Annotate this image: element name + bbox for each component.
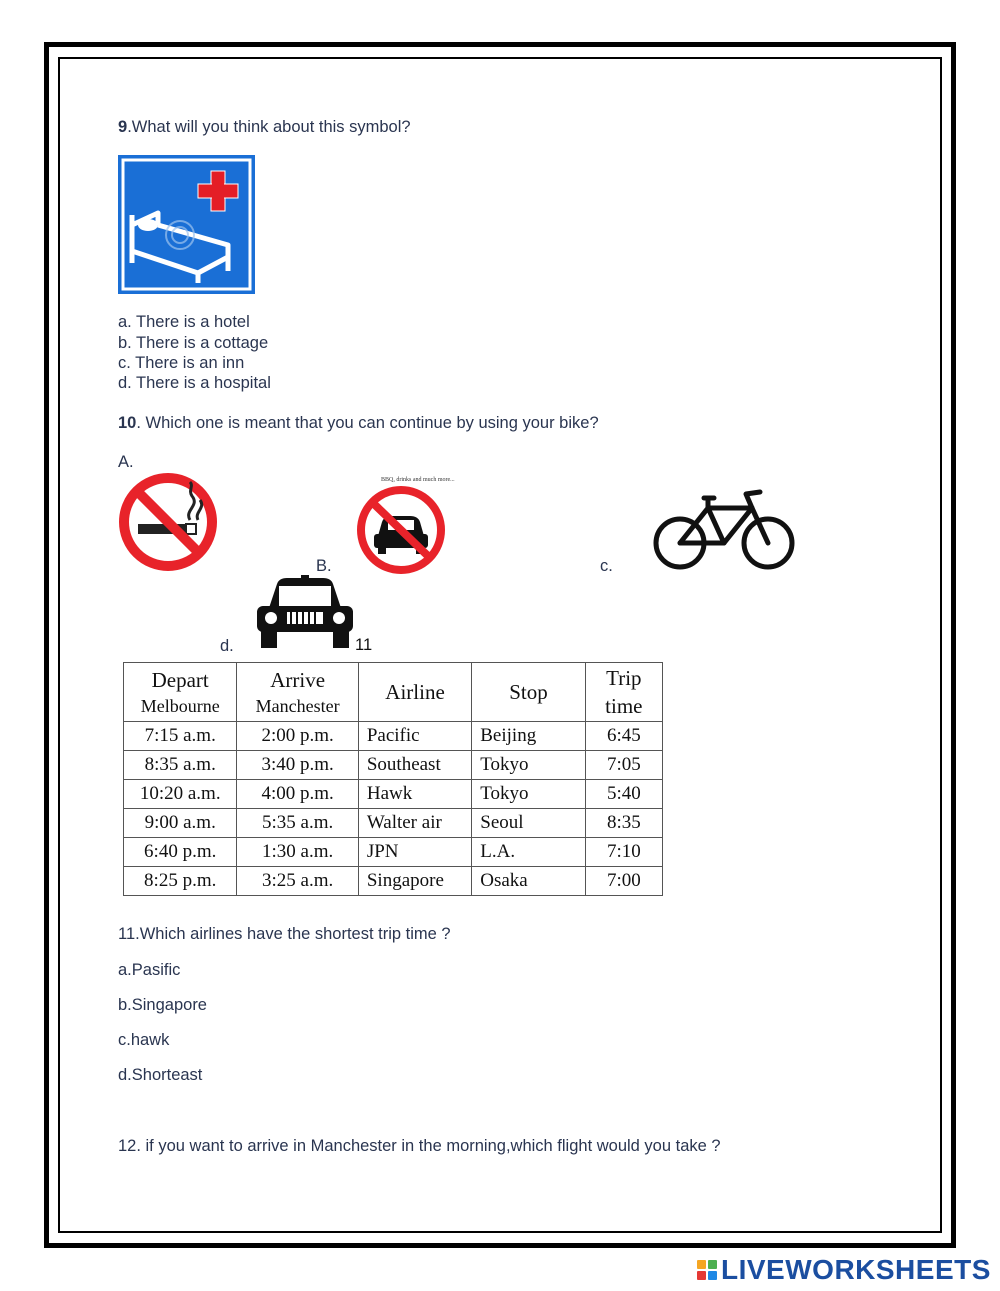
bicycle-icon[interactable] [652,488,796,574]
cell-airline: Singapore [358,867,471,896]
table-header-row [124,663,663,722]
question-11: 11.Which airlines have the shortest trip time ? [118,925,451,943]
cell-arrive: 4:00 p.m. [237,780,358,809]
no-cars-sign-icon[interactable] [354,484,448,576]
brand-name: LIVEWORKSHEETS [721,1254,991,1285]
table-row [124,838,663,867]
hotel-hospital-sign-icon [118,155,255,294]
cell-airline: JPN [358,838,471,867]
logo-blocks-icon [697,1260,717,1280]
q9-option-b[interactable]: b. There is a cottage [118,334,269,352]
question-10 [118,414,599,433]
cell-depart: 7:15 a.m. [124,722,237,751]
question-9 [118,118,411,137]
cell-depart: 9:00 a.m. [124,809,237,838]
q11-option-a[interactable]: a.Pasific [118,961,181,979]
header-arrive: Arrive Manchester [237,663,358,722]
trailing-number: 11 [355,636,373,654]
q10-label-c: c. [600,557,613,575]
flight-schedule-table [123,662,663,896]
cell-stop: Tokyo [472,780,585,809]
table-row [124,751,663,780]
header-trip-time: Trip time [585,663,662,722]
q9-option-c[interactable]: c. There is an inn [118,354,245,372]
cell-arrive: 1:30 a.m. [237,838,358,867]
cell-trip-time: 5:40 [585,780,662,809]
cell-trip-time: 8:35 [585,809,662,838]
header-airline: Airline [358,663,471,722]
no-smoking-sign-icon[interactable] [118,472,218,572]
cell-stop: L.A. [472,838,585,867]
cell-trip-time: 6:45 [585,722,662,751]
cell-airline: Walter air [358,809,471,838]
cell-depart: 10:20 a.m. [124,780,237,809]
cell-trip-time: 7:10 [585,838,662,867]
cell-trip-time: 7:05 [585,751,662,780]
cell-arrive: 5:35 a.m. [237,809,358,838]
car-icon[interactable] [255,574,355,652]
cell-arrive: 3:25 a.m. [237,867,358,896]
q10-label-b: B. [316,557,332,575]
liveworksheets-logo[interactable] [697,1254,991,1286]
cell-stop: Seoul [472,809,585,838]
q9-option-d[interactable]: d. There is a hospital [118,374,271,392]
question-number: 10 [118,414,137,432]
q11-option-d[interactable]: d.Shorteast [118,1066,203,1084]
cell-stop: Beijing [472,722,585,751]
cell-depart: 6:40 p.m. [124,838,237,867]
cell-airline: Hawk [358,780,471,809]
question-text: .What will you think about this symbol? [127,118,411,136]
cell-arrive: 3:40 p.m. [237,751,358,780]
table-row [124,809,663,838]
cell-depart: 8:35 a.m. [124,751,237,780]
cell-stop: Osaka [472,867,585,896]
q10-label-a: A. [118,453,134,471]
question-12: 12. if you want to arrive in Manchester in the morning,which flight would you take ? [118,1137,721,1155]
q11-option-b[interactable]: b.Singapore [118,996,207,1014]
table-row [124,867,663,896]
header-depart: Depart Melbourne [124,663,237,722]
question-number: 9 [118,118,128,136]
table-row [124,722,663,751]
cell-trip-time: 7:00 [585,867,662,896]
cell-depart: 8:25 p.m. [124,867,237,896]
table-row [124,780,663,809]
cell-arrive: 2:00 p.m. [237,722,358,751]
q10-label-d: d. [220,637,234,655]
cell-airline: Southeast [358,751,471,780]
cell-stop: Tokyo [472,751,585,780]
cell-airline: Pacific [358,722,471,751]
header-stop: Stop [472,663,585,722]
sign-caption: BBQ, drinks and much more... [381,477,455,483]
q11-option-c[interactable]: c.hawk [118,1031,170,1049]
question-text: . Which one is meant that you can continue by using your bike? [136,414,599,432]
q9-option-a[interactable]: a. There is a hotel [118,313,250,331]
